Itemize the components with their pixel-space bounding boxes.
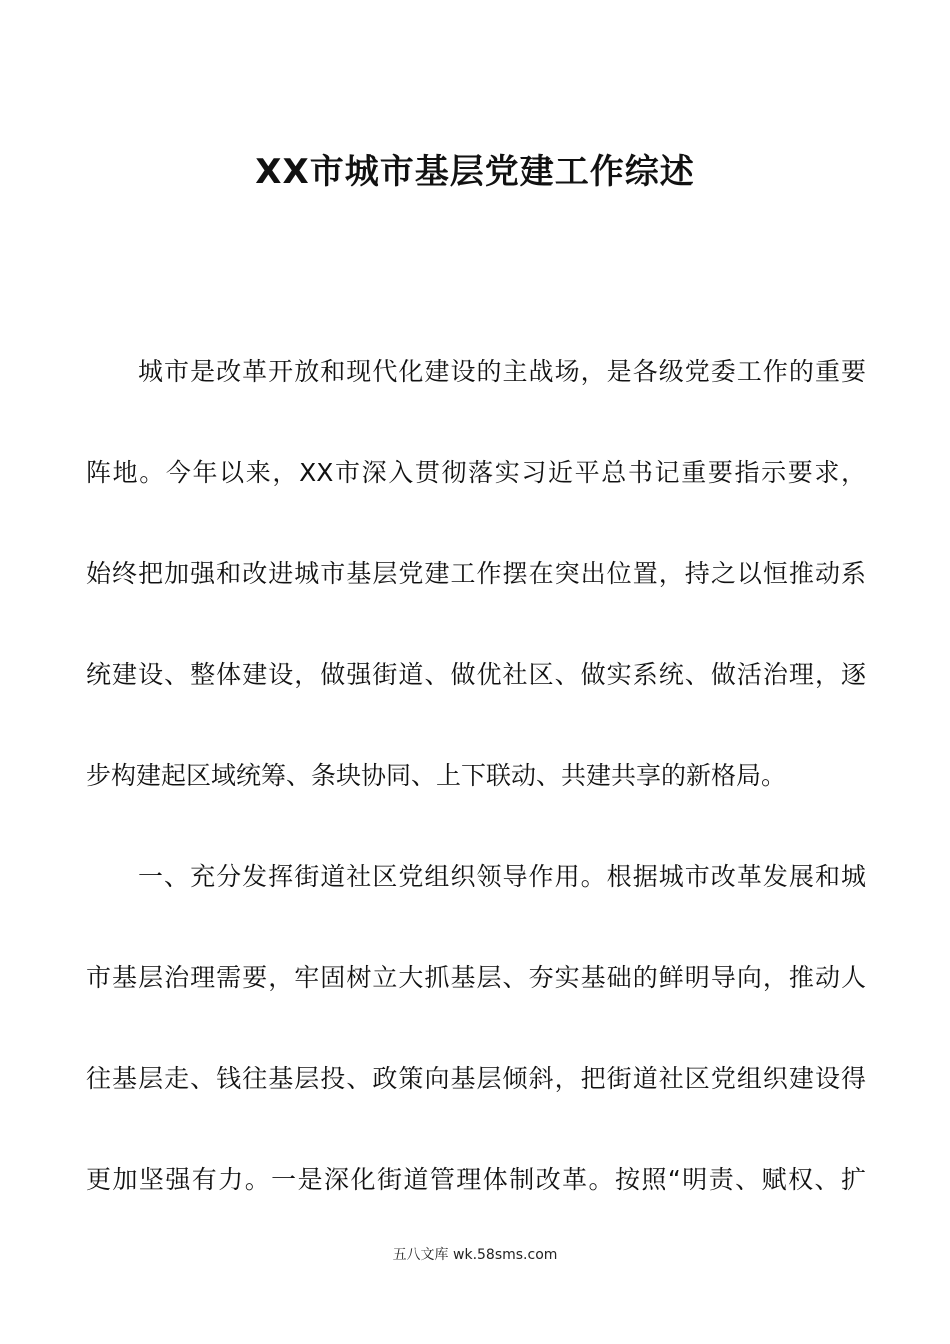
document-title: XX市城市基层党建工作综述 <box>255 152 695 192</box>
paragraph-line: 步构建起区域统筹、条块协同、上下联动、共建共享的新格局。 <box>86 761 787 790</box>
paragraph-line: 往基层走、钱往基层投、政策向基层倾斜，把街道社区党组织建设得 <box>86 1064 866 1093</box>
paragraph-line: 阵地。今年以来，XX市深入贯彻落实习近平总书记重要指示要求， <box>86 458 866 487</box>
page-footer: 五八文库 wk.58sms.com <box>392 1247 558 1263</box>
paragraph-line: 统建设、整体建设，做强街道、做优社区、做实系统、做活治理，逐 <box>86 660 866 689</box>
paragraph-line: 城市是改革开放和现代化建设的主战场，是各级党委工作的重要 <box>138 357 866 386</box>
paragraph-line: 一、充分发挥街道社区党组织领导作用。根据城市改革发展和城 <box>138 862 866 891</box>
paragraph-line: 市基层治理需要，牢固树立大抓基层、夯实基础的鲜明导向，推动人 <box>86 963 866 992</box>
document-body <box>86 344 866 1253</box>
paragraph-line: 始终把加强和改进城市基层党建工作摆在突出位置，持之以恒推动系 <box>86 559 866 588</box>
paragraph-line: 更加坚强有力。一是深化街道管理体制改革。按照“明责、赋权、扩 <box>86 1165 866 1194</box>
